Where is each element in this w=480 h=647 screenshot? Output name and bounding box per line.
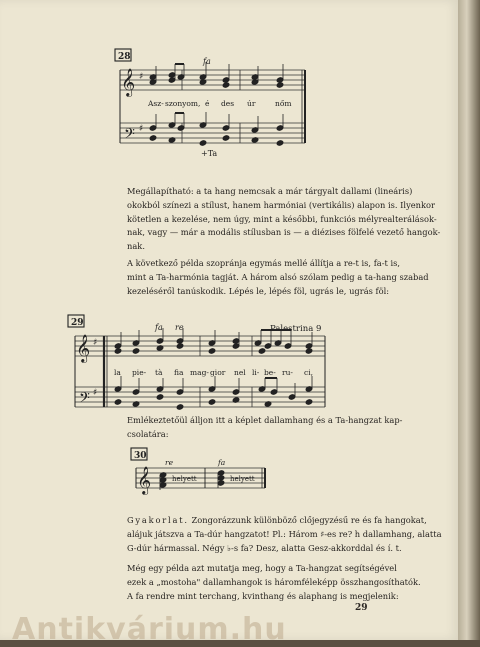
treble-clef-icon: 𝄞 <box>121 68 136 96</box>
exercise-heading: Gyakorlat. <box>127 515 189 525</box>
example-30-fa-label: fa <box>218 458 226 467</box>
lyric: szonyom, <box>165 99 201 108</box>
example-30-re-label: re <box>165 458 174 467</box>
example-29-fa-mark: fa <box>155 323 163 332</box>
lyric: úr <box>247 99 256 108</box>
text-line: alájuk játszva a Ta-dúr hangzatot! Pl.: Három ♯-es re? h dallamhang, alatta <box>127 528 442 539</box>
sharp-icon: ♯ <box>93 338 98 348</box>
example-28 <box>115 49 305 158</box>
bass-notes-29 <box>114 376 313 410</box>
watermark: Antikvárium.hu <box>12 612 287 647</box>
lyric: nel <box>234 368 246 377</box>
lyric: é <box>205 99 210 108</box>
example-30-left-label: helyett <box>172 475 197 483</box>
bass-notes-28 <box>149 112 284 146</box>
example-30-right-label: helyett <box>230 475 255 483</box>
example-30-number: 30 <box>134 451 147 461</box>
lyric: la <box>114 368 121 377</box>
text-line: A fa rendre mint terchang, kvinthang és alaphang is megjelenik: <box>127 590 399 601</box>
lyric: nőm <box>275 99 292 108</box>
bass-clef-icon: 𝄢 <box>124 126 135 146</box>
text-line: Megállapítható: a ta hang nemcsak a már tárgyalt dallami (lineáris) <box>127 186 413 196</box>
paragraph-1 <box>115 185 441 254</box>
example-29-re-mark: re <box>175 323 184 332</box>
text-line: okokból színezi a stílust, hanem harmóniai (vertikális) alapon is. Ilyenkor <box>127 199 436 210</box>
lyric: des <box>221 99 235 108</box>
sharp-icon: ♯ <box>93 388 98 398</box>
lyric: fia <box>174 368 184 377</box>
treble-clef-icon: 𝄞 <box>76 334 91 362</box>
page-number: 29 <box>355 603 368 613</box>
example-28-fa-mark: fa <box>203 57 211 66</box>
example-29-attribution: Palestrina 9 <box>270 324 322 334</box>
paragraph-2 <box>115 257 429 298</box>
lyric: ci, <box>304 368 313 377</box>
lyric: ru- <box>282 368 293 377</box>
lyrics-29 <box>114 368 313 377</box>
text-line: kezeléséről tanúskodik. Lépés le, lépés föl, ugrás le, ugrás föl: <box>127 285 390 296</box>
text-line: G-dúr hármassal. Négy ♭-s fa? Desz, alatta Gesz-akkorddal és í. t. <box>127 542 402 553</box>
text-line: nak, vagy — már a modális stílusban is — a diézises fölfelé vezető hangok- <box>127 227 441 238</box>
sharp-icon: ♯ <box>139 124 144 134</box>
example-28-bass-mark: +Ta <box>201 149 218 158</box>
treble-clef-icon: 𝄞 <box>137 466 152 494</box>
paragraph-4 <box>115 514 442 555</box>
example-29 <box>68 315 325 410</box>
example-29-number: 29 <box>71 318 84 328</box>
example-28-number: 28 <box>118 52 131 62</box>
text-line: csolatára: <box>127 428 169 439</box>
lyric: Asz- <box>148 99 164 108</box>
lyric: pie- <box>132 368 147 377</box>
text-line: Zongorázzunk különböző clőjegyzésű re és fa hangokat, <box>188 515 427 525</box>
lyric: tà <box>155 368 163 377</box>
lyric: gior <box>210 368 226 377</box>
text-line: nak. <box>127 241 145 252</box>
lyric: li- <box>252 368 260 377</box>
paragraph-3 <box>115 414 403 442</box>
sharp-icon: ♯ <box>139 72 144 82</box>
text-line: mint a Ta-harmónia tagját. A három alsó szólam pedig a ta-hang szabad <box>127 271 429 282</box>
text-line: Még egy példa azt mutatja meg, hogy a Ta-hangzat segítségével <box>127 563 397 573</box>
lyric: mag- <box>190 368 209 377</box>
lyrics-28 <box>147 99 291 108</box>
text-line: A következő példa szopránja egymás mellé állítja a re-t is, fa-t is, <box>127 258 401 268</box>
paragraph-5 <box>115 562 421 603</box>
bass-clef-icon: 𝄢 <box>79 390 90 410</box>
text-line: kötetlen a kezelése, nem úgy, mint a későbbi, funkciós mélyrealterálások- <box>127 213 437 224</box>
example-30 <box>131 448 265 495</box>
lyric: be- <box>264 368 276 377</box>
text-line: Emlékeztetőül álljon itt a képlet dallamhang és a Ta-hangzat kap- <box>127 415 403 425</box>
text-line: ezek a „mostoha" dallamhangok is háromféleképp összhangosíthatók. <box>127 576 421 587</box>
book-edge <box>458 0 480 640</box>
